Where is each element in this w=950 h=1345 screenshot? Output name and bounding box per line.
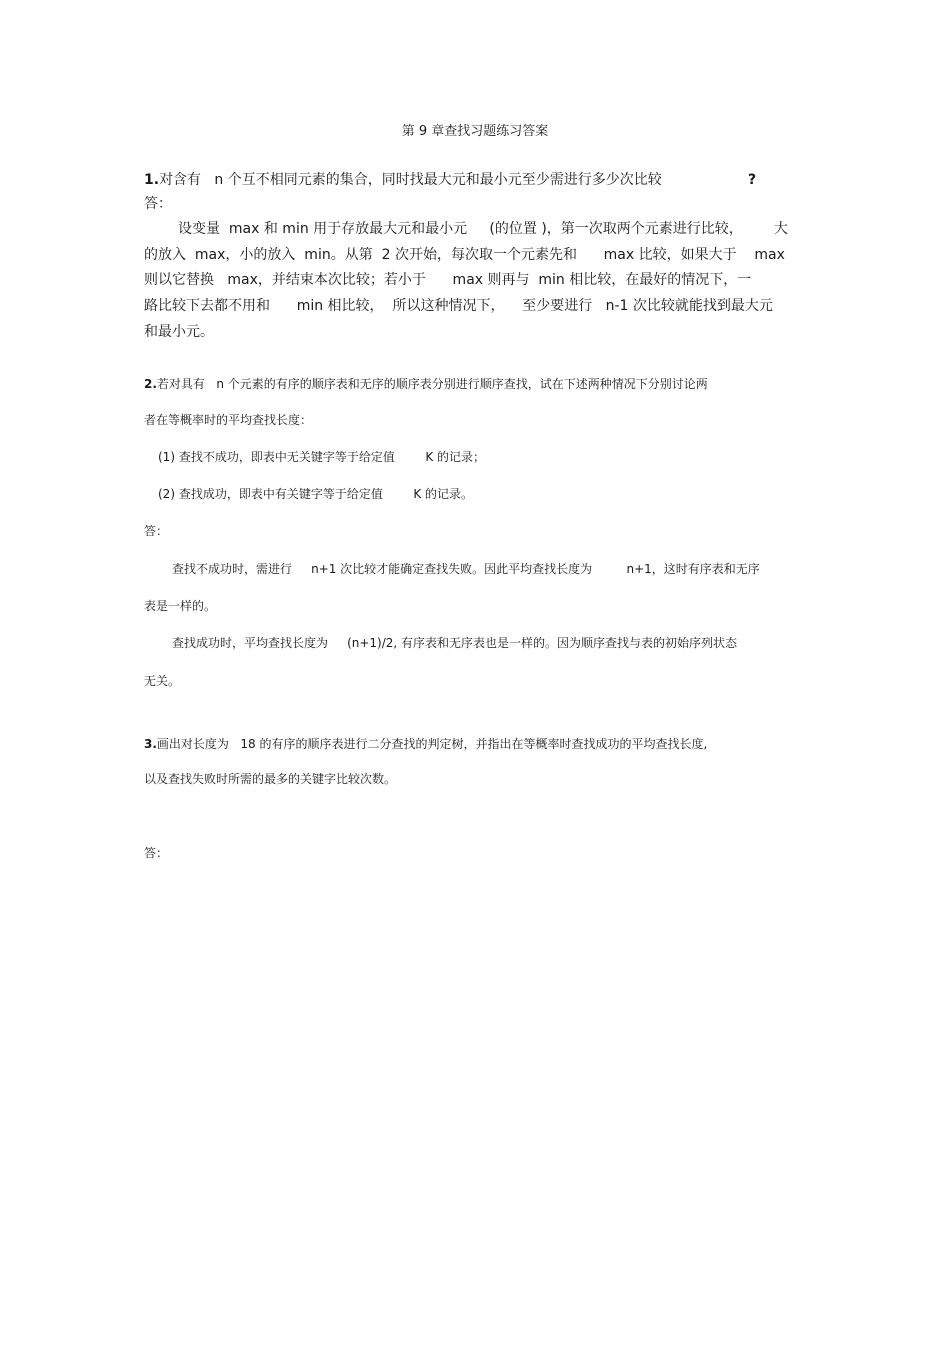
question-3-number: 3. xyxy=(144,737,157,751)
question-2-case-2: (2) 查找成功，即表中有关键字等于给定值 K 的记录。 xyxy=(158,487,474,501)
answer-2-line-3: 查找成功时，平均查找长度为 (n+1)/2, 有序表和无序表也是一样的。因为顺序查找与表的初始序列状态 xyxy=(172,636,738,650)
question-2-case-1: (1) 查找不成功，即表中无关键字等于给定值 K 的记录； xyxy=(158,450,486,464)
question-1-qmark: ? xyxy=(748,172,757,188)
question-1 xyxy=(144,173,662,187)
answer-2-line-1: 查找不成功时，需进行 n+1 次比较才能确定查找失败。因此平均查找长度为 n+1，这时有序表和无序 xyxy=(172,562,760,576)
question-2-line-2: 者在等概率时的平均查找长度： xyxy=(144,413,313,427)
answer-1-line-1: 设变量 max 和 min 用于存放最大元和最小元 (的位置 )，第一次取两个元素进行比较， 大 xyxy=(178,221,788,237)
question-1-number: 1. xyxy=(144,172,160,188)
question-2-number: 2. xyxy=(144,377,157,391)
page-title: 第 9 章查找习题练习答案 xyxy=(401,124,549,139)
answer-1-line-4: 路比较下去都不用和 min 相比较， 所以这种情况下， 至少要进行 n-1 次比较就能找到最大元 xyxy=(144,298,773,314)
question-1-text: 对含有 n 个互不相同元素的集合，同时找最大元和最小元至少需进行多少次比较 xyxy=(159,172,662,188)
answer-1-line-2: 的放入 max，小的放入 min。从第 2 次开始，每次取一个元素先和 max 比较，如果大于 max xyxy=(144,247,785,263)
answer-2-label: 答： xyxy=(144,524,169,538)
answer-2-line-2: 表是一样的。 xyxy=(144,599,217,613)
answer-1-line-5: 和最小元。 xyxy=(144,324,214,340)
question-3-line-1: 3.画出对长度为 18 的有序的顺序表进行二分查找的判定树，并指出在等概率时查找成功的平均查找长度, xyxy=(144,737,708,751)
answer-1-line-3: 则以它替换 max，并结束本次比较；若小于 max 则再与 min 相比较，在最好的情况下，一 xyxy=(144,272,752,288)
question-3-line-2: 以及查找失败时所需的最多的关键字比较次数。 xyxy=(144,772,397,786)
question-2-line-1: 2.若对具有 n 个元素的有序的顺序表和无序的顺序表分别进行顺序查找，试在下述两种情况下分别讨论两 xyxy=(144,377,708,391)
answer-1-label: 答： xyxy=(144,196,172,212)
answer-3-label: 答： xyxy=(144,846,169,860)
answer-2-line-4: 无关。 xyxy=(144,674,181,688)
